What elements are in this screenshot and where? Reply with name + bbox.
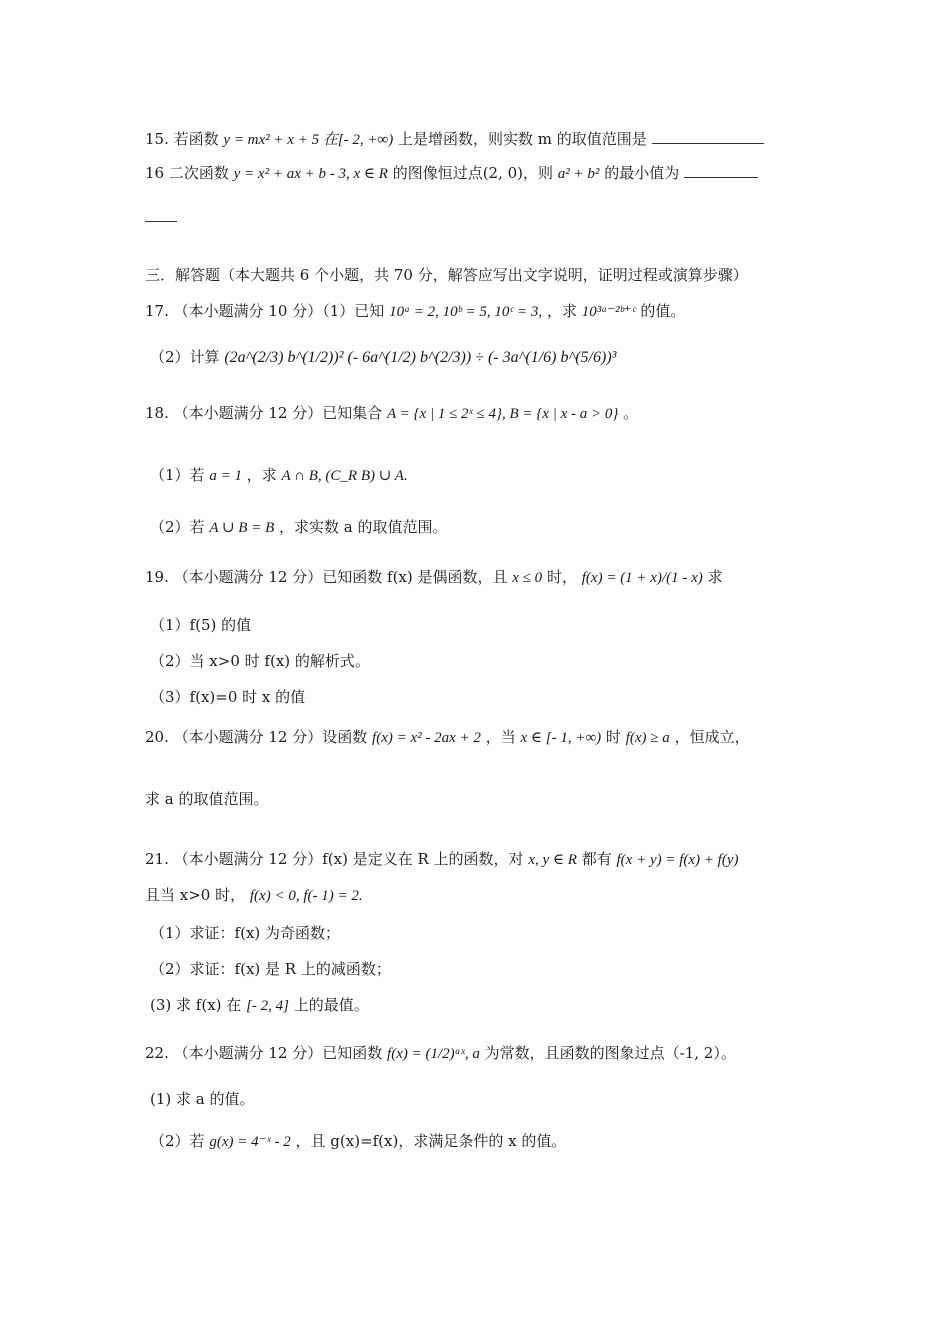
- q17-pre: 17. （本小题满分 10 分）（1）已知: [145, 302, 385, 320]
- q21-pre: 21. （本小题满分 12 分）f(x) 是定义在 R 上的函数，对: [145, 850, 524, 868]
- q15-post: 上是增函数，则实数 m 的取值范围是: [398, 130, 647, 148]
- q16-formula-1: y = x² + ax + b - 3, x ∈ R: [233, 166, 388, 182]
- question-17-part-2: [150, 346, 616, 369]
- q16-pre: 16 二次函数: [145, 164, 229, 182]
- question-22-part-1: (1) 求 a 的值。: [150, 1090, 255, 1108]
- q15-formula: y = mx² + x + 5 在[- 2, +∞): [223, 132, 394, 148]
- q21-formula-2: f(x + y) = f(x) + f(y): [616, 852, 739, 868]
- q22-part2-pre: （2）若: [150, 1132, 205, 1150]
- q16-formula-2: a² + b²: [557, 166, 600, 182]
- answer-blank-16[interactable]: [684, 163, 758, 178]
- q18-formula: A = {x | 1 ≤ 2ˣ ≤ 4}, B = {x | x - a > 0}: [387, 406, 619, 422]
- question-21-part-3: [150, 994, 369, 1017]
- q20-formula-3: f(x) ≥ a: [625, 730, 670, 746]
- q19-formula-2: f(x) = (1 + x)/(1 - x): [581, 570, 703, 586]
- q22-part2-formula: g(x) = 4⁻ˣ - 2: [209, 1134, 291, 1150]
- q22-part2-post: ，且 g(x)=f(x)，求满足条件的 x 的值。: [295, 1132, 567, 1150]
- question-20: [145, 726, 750, 749]
- question-16-continuation: [145, 206, 177, 228]
- q21-part3-formula: [- 2, 4]: [246, 998, 289, 1014]
- q18-part2-pre: （2）若: [150, 518, 205, 536]
- q16-mid: 的图像恒过点(2, 0)，则: [392, 164, 554, 182]
- q20-pre: 20. （本小题满分 12 分）设函数: [145, 728, 368, 746]
- section-heading: 三．解答题（本大题共 6 个小题，共 70 分，解答应写出文字说明，证明过程或演算步骤）: [145, 266, 748, 284]
- q21-line2-pre: 且当 x>0 时，: [145, 886, 246, 904]
- q18-part1-mid: ，求: [246, 466, 277, 484]
- q22-formula: f(x) = (1/2)ᵃˣ, a: [387, 1046, 480, 1062]
- q17-part2-pre: （2）计算: [150, 348, 220, 366]
- question-18-part-2: [150, 516, 448, 539]
- q20-mid-1: ，当: [485, 728, 516, 746]
- q18-part2-formula: A ∪ B = B: [209, 520, 275, 536]
- q20-post: ，恒成立，: [674, 728, 750, 746]
- question-21-line-2: [145, 884, 363, 907]
- q20-formula-2: x ∈ [- 1, +∞): [520, 730, 602, 746]
- question-18: [145, 402, 638, 425]
- q15-pre: 15. 若函数: [145, 130, 219, 148]
- q21-part3-pre: (3) 求 f(x) 在: [150, 996, 242, 1014]
- question-17: [145, 300, 685, 323]
- q17-formula-1: 10ᵃ = 2, 10ᵇ = 5, 10ᶜ = 3,: [389, 304, 543, 320]
- question-19-part-2: （2）当 x>0 时 f(x) 的解析式。: [150, 652, 370, 670]
- q17-post: 的值。: [640, 302, 686, 320]
- question-21-part-2: （2）求证：f(x) 是 R 上的减函数；: [150, 960, 391, 978]
- q19-mid: 时，: [546, 568, 577, 586]
- q18-part1-formula-1: a = 1: [209, 468, 242, 484]
- q16-post: 的最小值为: [604, 164, 680, 182]
- q21-mid: 都有: [581, 850, 612, 868]
- q17-mid: ，求: [546, 302, 577, 320]
- question-20-line-2: 求 a 的取值范围。: [145, 790, 269, 808]
- q18-part2-post: ，求实数 a 的取值范围。: [279, 518, 448, 536]
- q19-pre: 19. （本小题满分 12 分）已知函数 f(x) 是偶函数，且: [145, 568, 508, 586]
- q21-line2-formula: f(x) < 0, f(- 1) = 2.: [249, 888, 363, 904]
- q18-part1-pre: （1）若: [150, 466, 205, 484]
- q18-pre: 18. （本小题满分 12 分）已知集合: [145, 404, 383, 422]
- question-22: [145, 1042, 736, 1065]
- q21-formula-1: x, y ∈ R: [528, 852, 577, 868]
- q22-post: 为常数，且函数的图象过点（-1, 2）。: [484, 1044, 736, 1062]
- q18-part1-formula-2: A ∩ B, (C_R B) ∪ A.: [281, 468, 408, 484]
- q19-post: 求: [707, 568, 723, 586]
- question-19-part-1: （1）f(5) 的值: [150, 616, 252, 634]
- q20-mid-2: 时: [605, 728, 621, 746]
- q17-formula-2: 10³ᵃ⁻²ᵇ⁺ᶜ: [581, 304, 636, 320]
- question-21: [145, 848, 739, 871]
- answer-blank-16-continued[interactable]: [145, 207, 177, 222]
- q21-part3-post: 上的最值。: [293, 996, 369, 1014]
- question-15: [145, 128, 764, 151]
- q20-formula-1: f(x) = x² - 2ax + 2: [372, 730, 481, 746]
- q19-formula-1: x ≤ 0: [512, 570, 543, 586]
- question-21-part-1: （1）求证：f(x) 为奇函数；: [150, 924, 341, 942]
- q17-part2-formula: (2a^(2/3) b^(1/2))² (- 6a^(1/2) b^(2/3)) ÷ (- 3a^(1/6) b^(5/6))³: [224, 349, 617, 366]
- answer-blank-15[interactable]: [652, 129, 764, 144]
- q18-post: 。: [623, 404, 639, 422]
- question-19: [145, 566, 723, 589]
- q22-pre: 22. （本小题满分 12 分）已知函数: [145, 1044, 383, 1062]
- question-19-part-3: （3）f(x)=0 时 x 的值: [150, 688, 306, 706]
- question-16: [145, 162, 758, 185]
- question-18-part-1: [150, 464, 408, 487]
- question-22-part-2: [150, 1130, 566, 1153]
